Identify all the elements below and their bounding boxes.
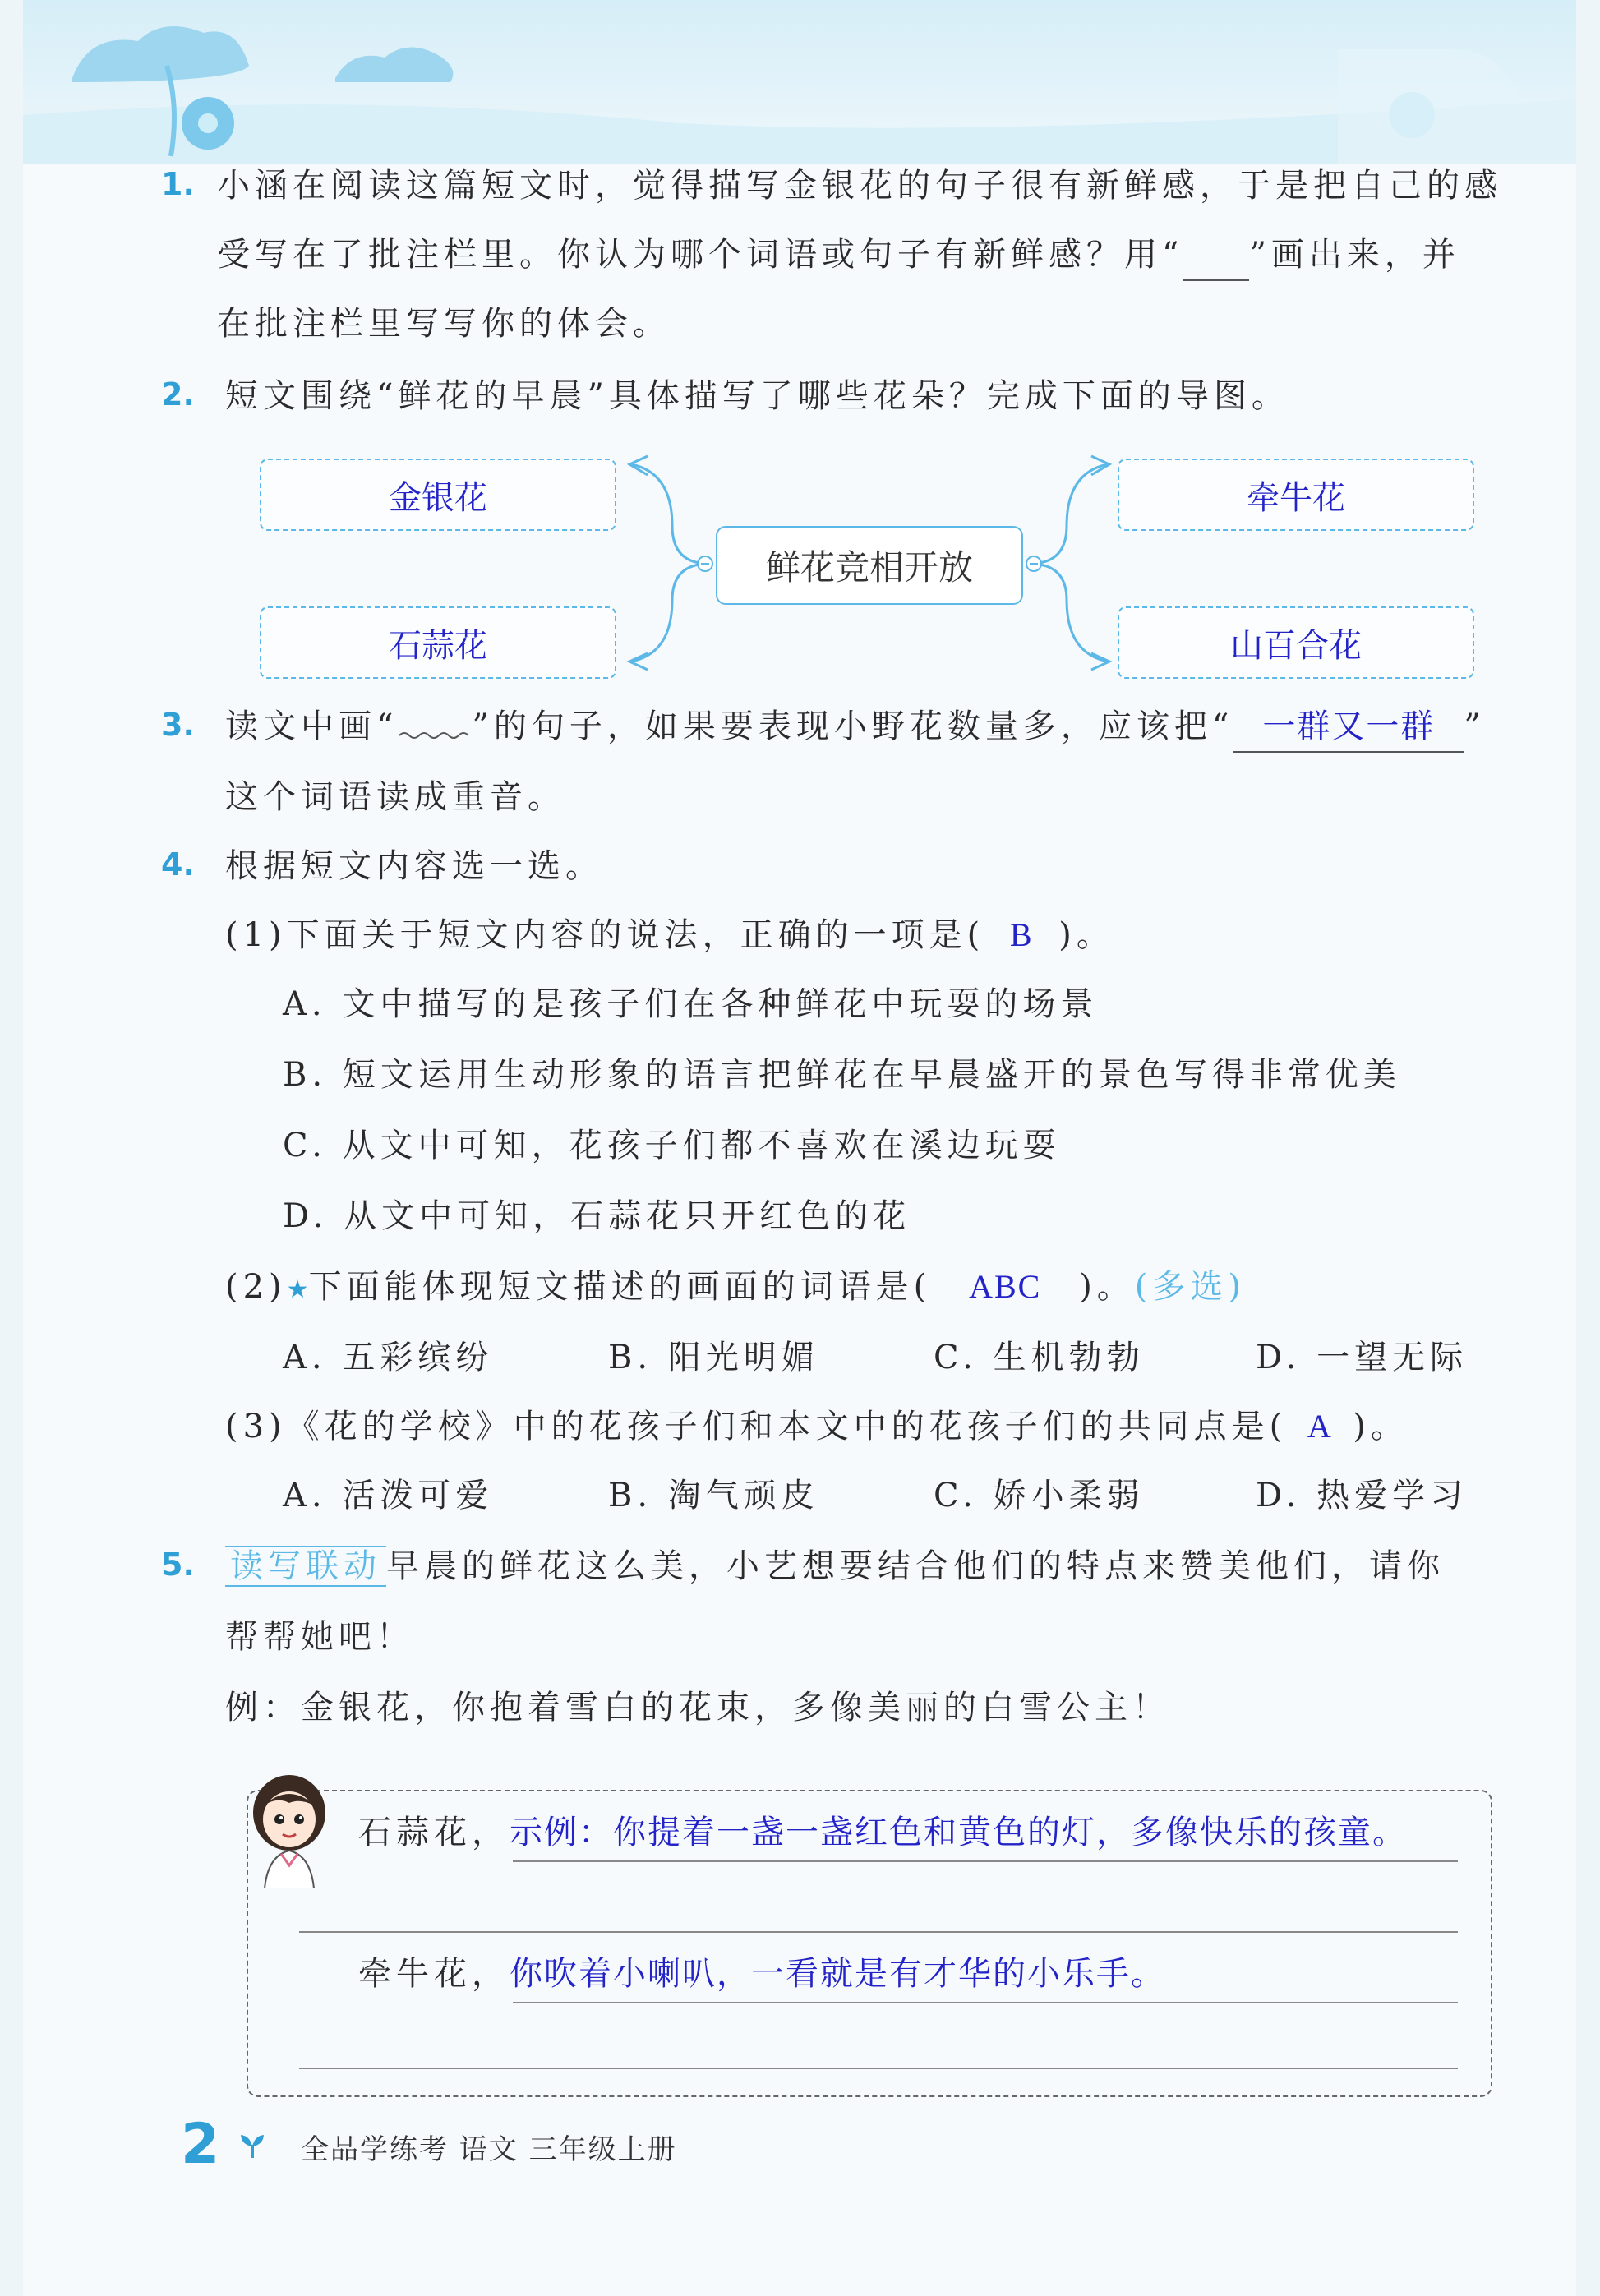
question-4-2-option-c[interactable]: C. 生机勃勃 [934,1339,1145,1376]
question-4-2-number: (2) [225,1268,287,1306]
question-4-2-stem-end: )。 [1079,1268,1135,1306]
question-5-line-1-text: 早晨的鲜花这么美，小艺想要结合他们的特点来赞美他们，请你 [386,1547,1445,1585]
question-3-line-2: 这个词语读成重音。 [225,778,565,816]
mind-map-node-bottom-left [260,606,616,679]
writing-line [513,1860,1458,1862]
question-4-3-option-b[interactable]: B. 淘气顽皮 [608,1477,819,1515]
question-4-1-stem-start: (1)下面关于短文内容的说法，正确的一项是( [225,916,985,954]
question-1-line-3: 在批注栏里写写你的体会。 [217,305,671,343]
writing-line [299,2068,1458,2069]
question-4-2-answer[interactable]: ABC [969,1268,1042,1305]
question-3-line-1-start: 读文中画“ [225,708,399,745]
question-4-3-stem-start: (3)《花的学校》中的花孩子们和本文中的花孩子们的共同点是( [225,1408,1288,1445]
mind-map-node-bottom-right [1118,606,1474,679]
question-4-1-stem-end: )。 [1058,916,1114,954]
question-5-item-1 [358,1808,1407,1857]
sprout-icon [238,2132,266,2160]
question-1-line-2-end: ”画出来，并 [1249,236,1460,274]
question-3-line-1 [225,702,1486,753]
multi-select-tag: (多选) [1134,1268,1247,1306]
straight-underline-symbol [1183,230,1249,281]
question-2-number: 2. [161,376,195,413]
star-icon: ★ [286,1275,309,1304]
question-4-1-answer[interactable]: B [1009,916,1034,953]
question-4-3-stem [225,1402,1409,1451]
question-4-3-option-a[interactable]: A. 活泼可爱 [283,1477,494,1515]
question-3-line-1-middle: ”的句子，如果要表现小野花数量多，应该把“ [472,708,1234,745]
question-4-1-option-c[interactable]: C. 从文中可知，花孩子们都不喜欢在溪边玩耍 [283,1127,1061,1164]
question-4-number: 4. [161,846,195,883]
question-5-item-1-answer[interactable]: 示例：你提着一盏一盏红色和黄色的灯，多像快乐的孩童。 [510,1814,1407,1851]
question-4-3-stem-end: )。 [1353,1408,1409,1445]
mind-map-center-node: 鲜花竞相开放 [716,526,1023,605]
question-5-item-2 [358,1949,1165,1999]
worksheet-page [23,0,1576,2296]
question-4-2-stem [225,1262,1246,1315]
question-4-2-option-b[interactable]: B. 阳光明媚 [608,1339,819,1376]
question-4-3-answer[interactable]: A [1307,1408,1333,1445]
read-write-tag: 读写联动 [225,1546,386,1587]
question-4-text: 根据短文内容选一选。 [225,847,603,885]
question-3-number: 3. [161,707,195,743]
question-4-2-option-a[interactable]: A. 五彩缤纷 [283,1339,494,1376]
question-5-line-2: 帮帮她吧！ [225,1618,414,1656]
question-4-3-option-c[interactable]: C. 娇小柔弱 [934,1477,1145,1515]
question-5-number: 5. [161,1547,195,1583]
girl-avatar-icon [243,1765,335,1888]
question-3-answer[interactable]: 一群又一群 [1233,702,1464,753]
wavy-underline-symbol [398,716,472,740]
question-4-2-stem-start: 下面能体现短文描述的画面的词语是( [308,1268,932,1306]
question-2-text: 短文围绕“鲜花的早晨”具体描写了哪些花朵？完成下面的导图。 [225,377,1289,415]
header-banner-illustration [23,0,1576,164]
question-3-line-1-end: ” [1464,708,1486,745]
question-1-line-1: 小涵在阅读这篇短文时，觉得描写金银花的句子很有新鲜感，于是把自己的感 [217,167,1502,205]
question-4-3-option-d[interactable]: D. 热爱学习 [1256,1477,1469,1515]
question-1-number: 1. [161,166,195,202]
mind-map-node-label: 牵牛花 [1247,478,1345,516]
page-number: 2 [181,2112,220,2177]
question-4-1-option-a[interactable]: A. 文中描写的是孩子们在各种鲜花中玩耍的场景 [283,985,1099,1023]
question-5-line-1 [225,1542,1445,1591]
question-4-1-stem [225,911,1114,960]
question-5-item-2-label: 牵牛花， [358,1955,510,1993]
mind-map-node-label: 金银花 [389,478,487,516]
footer-book-title: 全品学练考 语文 三年级上册 [301,2133,677,2166]
question-1-line-2 [217,230,1460,281]
question-1-line-2-start: 受写在了批注栏里。你认为哪个词语或句子有新鲜感？用“ [217,236,1184,274]
mind-map-node-label: 石蒜花 [389,626,487,664]
question-5-item-1-label: 石蒜花， [358,1814,510,1851]
question-4-2-option-d[interactable]: D. 一望无际 [1256,1339,1469,1376]
question-4-1-option-b[interactable]: B. 短文运用生动形象的语言把鲜花在早晨盛开的景色写得非常优美 [283,1056,1401,1094]
question-4-1-option-d[interactable]: D. 从文中可知，石蒜花只开红色的花 [283,1197,911,1235]
writing-line [513,2002,1458,2003]
writing-line [299,1931,1458,1933]
mind-map-node-top-left [260,459,616,531]
question-5-item-2-answer[interactable]: 你吹着小喇叭，一看就是有才华的小乐手。 [510,1955,1165,1992]
mind-map-node-label: 山百合花 [1230,626,1362,664]
mind-map-node-top-right [1118,459,1474,531]
question-5-example: 例：金银花，你抱着雪白的花束，多像美丽的白雪公主！ [225,1689,1170,1727]
